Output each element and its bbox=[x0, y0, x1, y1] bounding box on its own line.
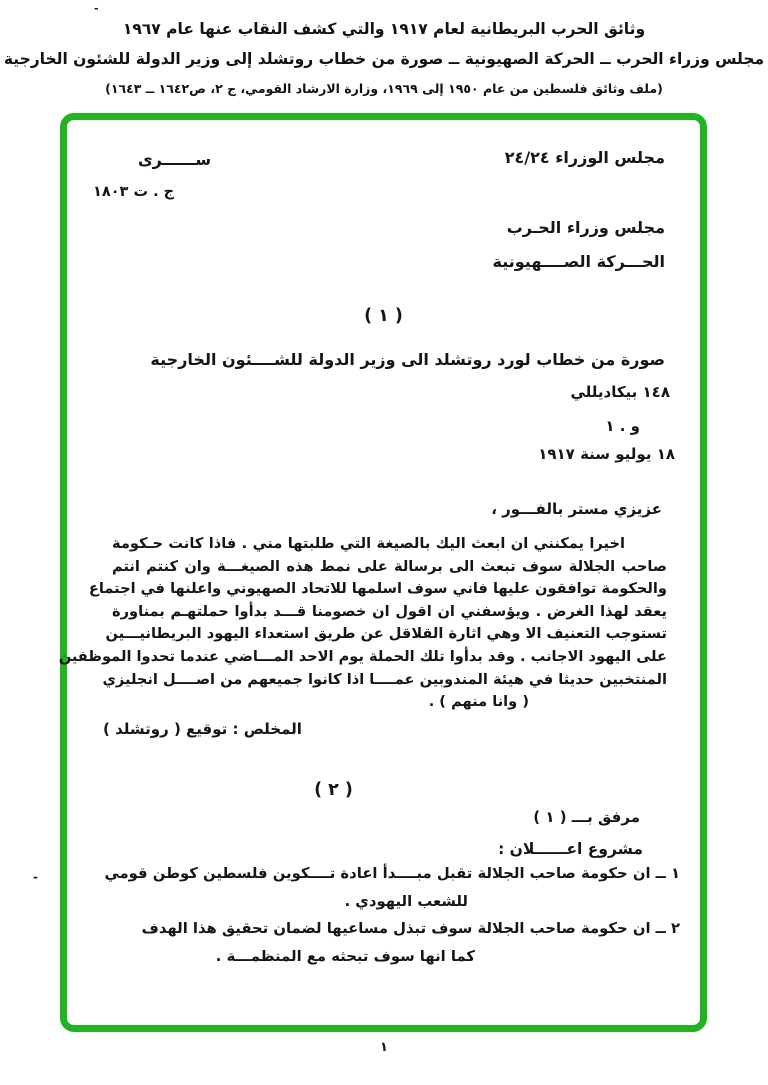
draft-declaration-heading: مشروع اعــــــلان : bbox=[498, 840, 643, 858]
document-frame bbox=[60, 113, 707, 1032]
org-title-war-cabinet: مجلس وزراء الحـرب bbox=[506, 218, 665, 237]
body-line: اخيرا يمكنني ان ابعث اليك بالصيغة التي طلبتها مني . فاذا كانت حـكومة bbox=[112, 535, 625, 552]
org-title-zionist-movement: الحـــركة الصــــهيونية bbox=[492, 252, 665, 271]
header-line-1: وثائق الحرب البريطانية لعام ١٩١٧ والتي كشف النقاب عنها عام ١٩٦٧ bbox=[122, 20, 646, 38]
declaration-item-1-line-1: ١ ــ ان حكومة صاحب الجلالة تقبل مبــــدأ اعادة تــــكوين فلسطين كوطن قومي bbox=[104, 865, 680, 882]
address-line-piccadilly: ١٤٨ بيكاديللي bbox=[570, 383, 670, 401]
header-source-citation: (ملف وثائق فلسطين من عام ١٩٥٠ إلى ١٩٦٩، وزارة الارشاد القومي، ج ٢، ص١٦٤٢ ــ ١٦٤٣) bbox=[105, 81, 663, 96]
secret-classification: ســــــرى bbox=[138, 150, 212, 169]
declaration-item-1-line-2: للشعب اليهودي . bbox=[344, 893, 468, 910]
declaration-item-2-line-2: كما انها سوف تبحثه مع المنظمـــة . bbox=[215, 948, 475, 965]
letter-body bbox=[58, 533, 667, 714]
body-line: ( وانا منهم ) . bbox=[428, 693, 529, 711]
section-2-marker: ( ٢ ) bbox=[314, 780, 353, 800]
file-reference: ج . ت ١٨٠٣ bbox=[93, 184, 175, 200]
header-line-2: مجلس وزراء الحرب ــ الحركة الصهيونية ــ صورة من خطاب روتشلد إلى وزير الدولة للشئون الخارجية bbox=[3, 50, 765, 68]
body-line: على اليهود الاجانب . وقد بدأوا تلك الحملة يوم الاحد المـــاضي عندما تحدوا الموظفين bbox=[58, 647, 667, 665]
attachment-reference: مرفق بـــ ( ١ ) bbox=[533, 808, 640, 826]
scan-artifact-side: - bbox=[33, 870, 38, 884]
body-line: المنتخبين حديثا في هيئة المندوبين عمــــا اذا كانوا جميعهم من اصــــل انجليزي bbox=[102, 670, 667, 688]
scan-artifact-top: - bbox=[94, 2, 99, 15]
body-line: والحكومة توافقون عليها فاني سوف اسلمها للاتحاد الصهيوني واعلنها في اجتماع bbox=[88, 580, 667, 598]
section-1-marker: ( ١ ) bbox=[364, 306, 403, 326]
body-line: يعقد لهذا الغرض . ويؤسفني ان اقول ان خصومنا قـــد بدأوا حملتهـم بمناورة bbox=[112, 602, 667, 620]
address-line-postal: و . ١ bbox=[605, 417, 640, 435]
cabinet-reference: مجلس الوزراء ٢٤/٢٤ bbox=[504, 148, 665, 167]
signature-line: المخلص : توقيع ( روتشلد ) bbox=[103, 720, 302, 738]
letter-salutation: عزيزي مستر بالفـــور ، bbox=[491, 500, 662, 518]
page-number: ١ bbox=[380, 1040, 388, 1055]
letter-date: ١٨ يوليو سنة ١٩١٧ bbox=[538, 445, 675, 463]
declaration-item-2-line-1: ٢ ــ ان حكومة صاحب الجلالة سوف تبذل مساعيها لضمان تحقيق هذا الهدف bbox=[141, 920, 680, 937]
document-subject: صورة من خطاب لورد روتشلد الى وزير الدولة للشــــئون الخارجية bbox=[150, 350, 665, 369]
body-line: تستوجب التعنيف الا وهي اثارة القلاقل عن طريق استعداء اليهود البريطانيـــين bbox=[105, 625, 667, 643]
body-line: صاحب الجلالة سوف تبعث الى برسالة على نمط هذه الصيغـــة وان كنتم انتم bbox=[112, 557, 667, 575]
